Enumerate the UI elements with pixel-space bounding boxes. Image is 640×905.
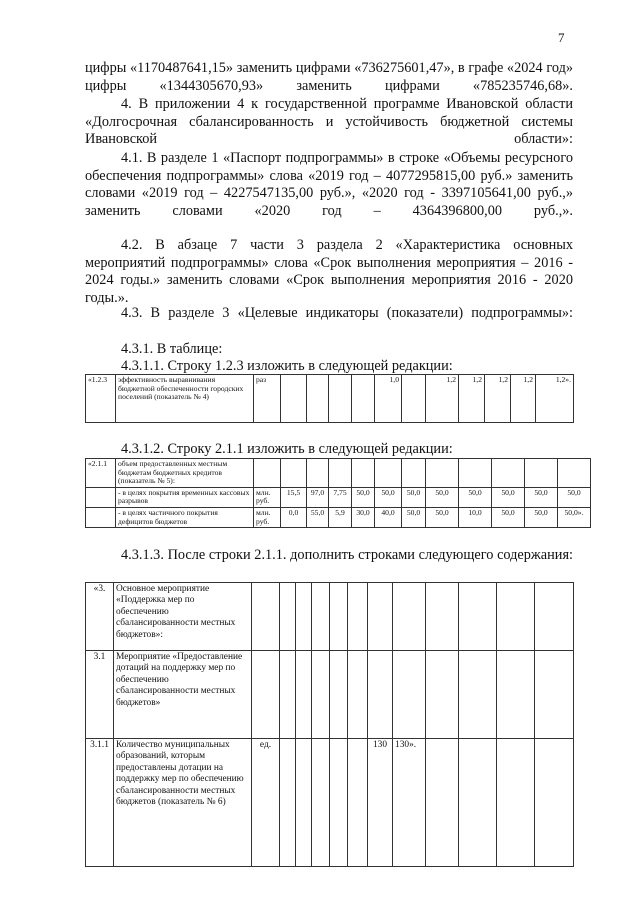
value-cell: 0,0 (281, 507, 307, 527)
indicator-name: Мероприятие «Предоставление дотаций на поддержку мер по обеспечению сбалансированности местных бюджетов» (114, 651, 252, 739)
row-number: 3.1 (86, 651, 114, 739)
value-cell (426, 651, 459, 739)
value-cell (535, 651, 574, 739)
page-number: 7 (558, 30, 565, 45)
value-cell: 130». (393, 739, 426, 867)
indicator-name: Основное мероприятие «Поддержка мер по обеспечению сбалансированности местных бюджетов»: (114, 583, 252, 651)
value-cell (497, 651, 535, 739)
value-cell (535, 583, 574, 651)
paragraph-item-4: 4. В приложении 4 к государственной программе Ивановской области «Долгосрочная сбалансированность и устойчивость бюджетной системы Ивановской области»: (85, 96, 573, 148)
value-cell (307, 375, 329, 423)
value-cell (296, 651, 312, 739)
value-cell: 130 (368, 739, 393, 867)
value-cell (492, 459, 525, 488)
row-number: «2.1.1 (86, 459, 116, 488)
value-cell (281, 459, 307, 488)
value-cell (368, 651, 393, 739)
paragraph-item-4-2: 4.2. В абзаце 7 части 3 раздела 2 «Характеристика основных мероприятий подпрограммы» слова «Срок выполнения мероприятия – 2016 - 2024 годы.» заменить словами «Срок выполнения мероприятия 2016 - 2020 годы.». (85, 237, 573, 306)
value-cell: 50,0 (459, 487, 492, 507)
unit-cell (252, 651, 280, 739)
value-cell (535, 739, 574, 867)
value-cell: 50,0 (352, 487, 375, 507)
value-cell: 50,0 (426, 507, 459, 527)
paragraph-item-4-3: 4.3. В разделе 3 «Целевые индикаторы (показатели) подпрограммы»: (121, 305, 573, 321)
value-cell: 50,0 (426, 487, 459, 507)
unit-cell (252, 583, 280, 651)
value-cell: 50,0 (402, 507, 426, 527)
table-row (86, 487, 591, 507)
value-cell (296, 739, 312, 867)
value-cell (312, 651, 330, 739)
value-cell: 97,0 (307, 487, 329, 507)
value-cell: 50,0 (525, 487, 558, 507)
value-cell: 50,0 (492, 487, 525, 507)
value-cell (348, 583, 368, 651)
value-cell (393, 651, 426, 739)
value-cell (426, 459, 459, 488)
value-cell: 1,2». (536, 375, 574, 423)
value-cell: 1,2 (459, 375, 485, 423)
value-cell (312, 583, 330, 651)
value-cell (368, 583, 393, 651)
paragraph-item-4-1: 4.1. В разделе 1 «Паспорт подпрограммы» в строке «Объемы ресурсного обеспечения подпрограммы» слова «2019 год – 4077295815,00 руб.» заменить словами «2019 год – 4227547135,00 руб.», «2020 год - 3397105641,00 руб.,» заменить словами «2020 год – 4364396800,00 руб.,». (85, 150, 573, 219)
table-new-rows-3 (85, 582, 574, 867)
value-cell (312, 739, 330, 867)
unit-cell: млн. руб. (254, 507, 281, 527)
value-cell: 30,0 (352, 507, 375, 527)
table-row (86, 651, 574, 739)
value-cell (426, 739, 459, 867)
value-cell (348, 651, 368, 739)
value-cell (329, 459, 352, 488)
unit-cell: млн. руб. (254, 487, 281, 507)
value-cell (352, 459, 375, 488)
value-cell: 40,0 (375, 507, 402, 527)
value-cell (459, 459, 492, 488)
value-cell (330, 651, 348, 739)
value-cell: 10,0 (459, 507, 492, 527)
value-cell: 50,0 (402, 487, 426, 507)
value-cell: 1,2 (511, 375, 536, 423)
table-row (86, 583, 574, 651)
paragraph-continuation: цифры «1170487641,15» заменить цифрами «736275601,47», в графе «2024 год» цифры «1344305670,93» заменить цифрами «785235746,68». (85, 60, 573, 94)
indicator-name: - в целях покрытия временных кассовых разрывов (116, 487, 254, 507)
value-cell: 1,2 (426, 375, 459, 423)
value-cell: 15,5 (281, 487, 307, 507)
value-cell: 50,0 (558, 487, 591, 507)
value-cell: 55,0 (307, 507, 329, 527)
value-cell (393, 583, 426, 651)
unit-cell: раз (254, 375, 281, 423)
value-cell (375, 459, 402, 488)
unit-cell: ед. (252, 739, 280, 867)
indicator-name: Количество муниципальных образований, которым предоставлены дотации на поддержку мер по обеспечению сбалансированности местных бюджетов (показатель № 6) (114, 739, 252, 867)
value-cell: 1,2 (485, 375, 511, 423)
value-cell (459, 739, 497, 867)
paragraph-item-4-3-1-3: 4.3.1.3. После строки 2.1.1. дополнить строками следующего содержания: (121, 547, 573, 563)
value-cell (329, 375, 352, 423)
value-cell (330, 739, 348, 867)
value-cell (280, 583, 296, 651)
table-row (86, 375, 574, 423)
value-cell (280, 651, 296, 739)
value-cell (497, 739, 535, 867)
value-cell (525, 459, 558, 488)
row-number (86, 487, 116, 507)
value-cell (459, 583, 497, 651)
value-cell (352, 375, 375, 423)
value-cell (558, 459, 591, 488)
indicator-name: - в целях частичного покрытия дефицитов бюджетов (116, 507, 254, 527)
table-row-2-1-1 (85, 458, 591, 528)
value-cell: 50,0 (492, 507, 525, 527)
table-row (86, 507, 591, 527)
paragraph-item-4-3-1-2: 4.3.1.2. Строку 2.1.1 изложить в следующей редакции: (121, 441, 453, 457)
value-cell (497, 583, 535, 651)
row-number (86, 507, 116, 527)
indicator-name: объем предоставленных местным бюджетам бюджетных кредитов (показатель № 5): (116, 459, 254, 488)
value-cell: 50,0». (558, 507, 591, 527)
table-row (86, 459, 591, 488)
value-cell (426, 583, 459, 651)
table-row (86, 739, 574, 867)
indicator-name: эффективность выравнивания бюджетной обеспеченности городских поселений (показатель № 4) (116, 375, 254, 423)
value-cell: 50,0 (375, 487, 402, 507)
paragraph-item-4-3-1-1: 4.3.1.1. Строку 1.2.3 изложить в следующей редакции: (121, 358, 453, 374)
value-cell (348, 739, 368, 867)
value-cell (280, 739, 296, 867)
value-cell (402, 375, 426, 423)
value-cell (307, 459, 329, 488)
value-cell: 1,0 (375, 375, 402, 423)
value-cell (330, 583, 348, 651)
row-number: «3. (86, 583, 114, 651)
unit-cell (254, 459, 281, 488)
paragraph-item-4-3-1: 4.3.1. В таблице: (121, 341, 223, 357)
value-cell: 7,75 (329, 487, 352, 507)
value-cell (459, 651, 497, 739)
row-number: 3.1.1 (86, 739, 114, 867)
value-cell (281, 375, 307, 423)
value-cell (296, 583, 312, 651)
value-cell: 50,0 (525, 507, 558, 527)
row-number: «1.2.3 (86, 375, 116, 423)
value-cell (402, 459, 426, 488)
table-row-1-2-3 (85, 374, 574, 423)
value-cell: 5,9 (329, 507, 352, 527)
